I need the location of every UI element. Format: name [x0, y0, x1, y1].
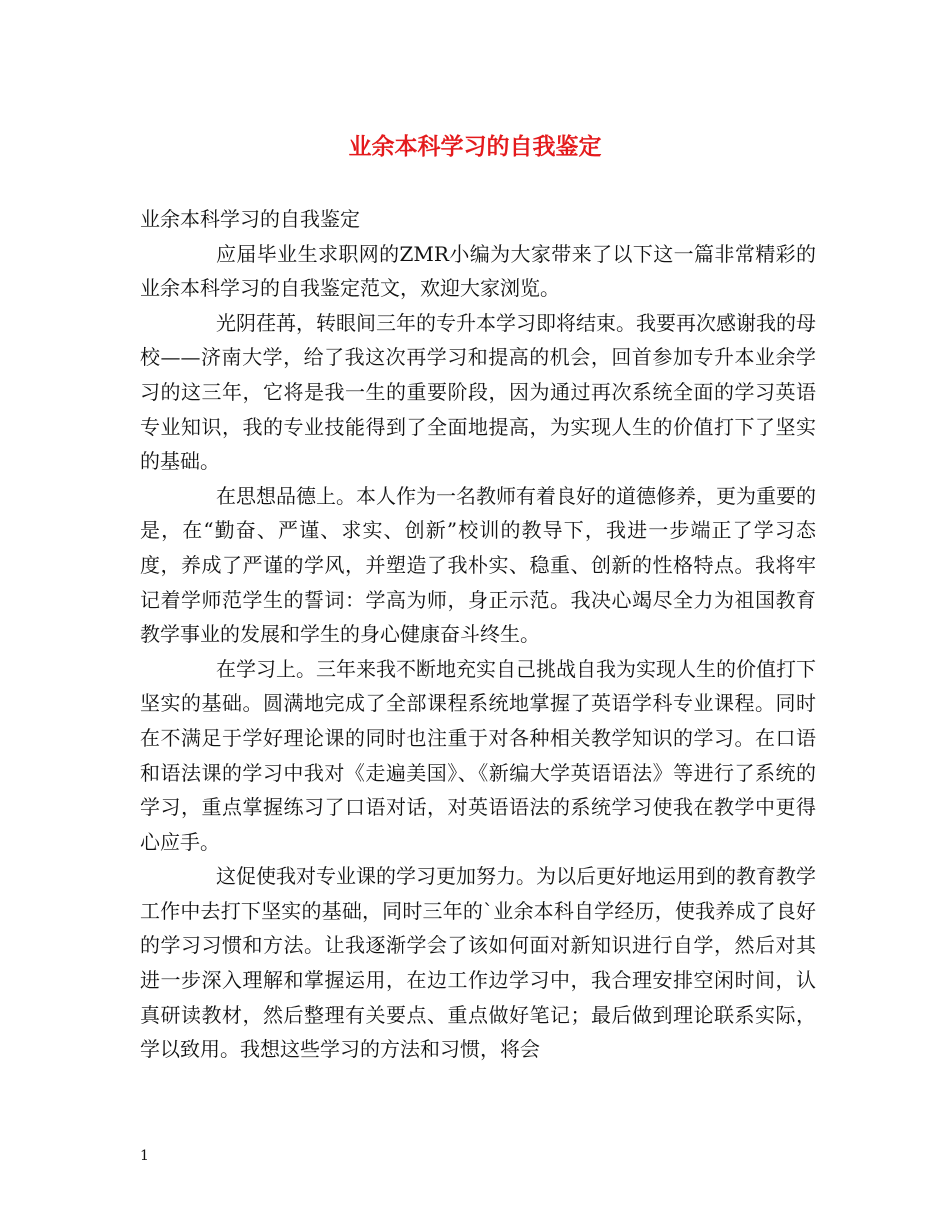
subtitle-line: 业余本科学习的自我鉴定 [140, 207, 360, 231]
paragraph-intro: 应届毕业生求职网的ZMR小编为大家带来了以下这一篇非常精彩的业余本科学习的自我鉴定范文，欢迎大家浏览。 [140, 241, 816, 301]
document-title: 业余本科学习的自我鉴定 [348, 134, 602, 160]
document-body [140, 202, 816, 1067]
paragraph-habits: 这促使我对专业课的学习更加努力。为以后更好地运用到的教育教学工作中去打下坚实的基础，同时三年的`业余本科自学经历，使我养成了良好的学习习惯和方法。让我逐渐学会了该如何面对新知识进行自学，然后对其进一步深入理解和掌握运用，在边工作边学习中，我合理安排空闲时间，认真研读教材，然后整理有关要点、重点做好笔记；最后做到理论联系实际，学以致用。我想这些学习的方法和习惯，将会 [140, 864, 816, 1062]
page-number: 1 [140, 1148, 149, 1164]
paragraph-morality: 在思想品德上。本人作为一名教师有着良好的道德修养，更为重要的是，在“勤奋、严谨、求实、创新”校训的教导下，我进一步端正了学习态度，养成了严谨的学风，并塑造了我朴实、稳重、创新的性格特点。我将牢记着学师范学生的誓词：学高为师，身正示范。我决心竭尽全力为祖国教育教学事业的发展和学生的身心健康奋斗终生。 [140, 483, 816, 647]
paragraph-thanks: 光阴荏苒，转眼间三年的专升本学习即将结束。我要再次感谢我的母校——济南大学，给了我这次再学习和提高的机会，回首参加专升本业余学习的这三年，它将是我一生的重要阶段，因为通过再次系统全面的学习英语专业知识，我的专业技能得到了全面地提高，为实现人生的价值打下了坚实的基础。 [140, 310, 816, 474]
paragraph-study: 在学习上。三年来我不断地充实自己挑战自我为实现人生的价值打下坚实的基础。圆满地完成了全部课程系统地掌握了英语学科专业课程。同时在不满足于学好理论课的同时也注重于对各种相关教学知识的学习。在口语和语法课的学习中我对《走遍美国》、《新编大学英语语法》等进行了系统的学习，重点掌握练习了口语对话，对英语语法的系统学习使我在教学中更得心应手。 [140, 656, 816, 854]
